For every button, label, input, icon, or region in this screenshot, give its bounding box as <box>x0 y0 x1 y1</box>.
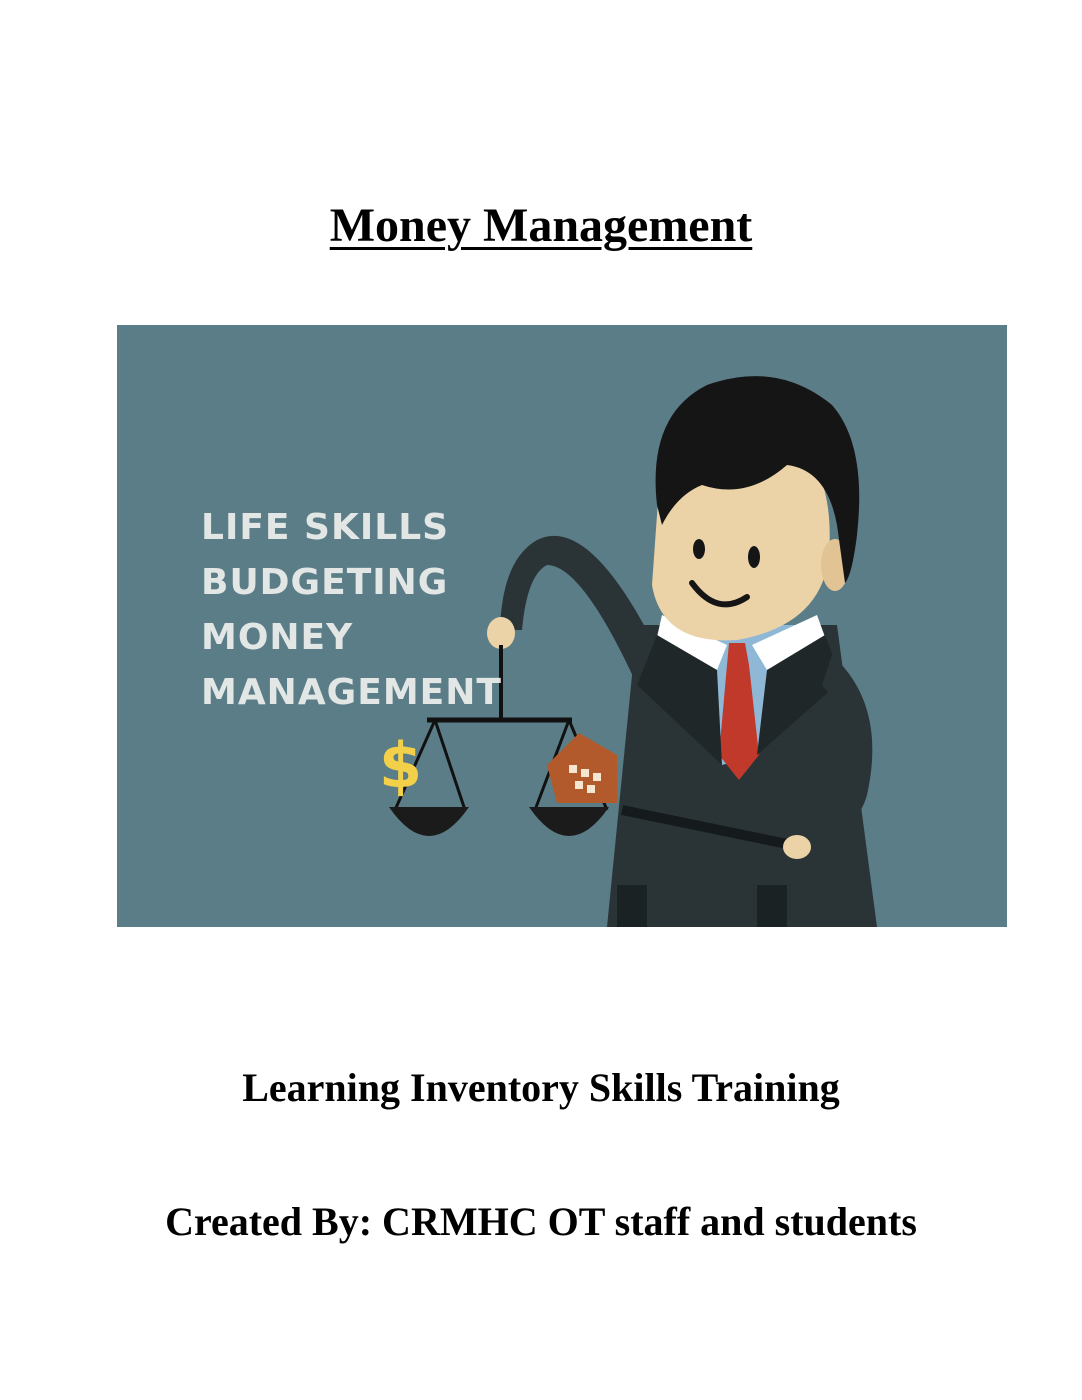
document-subtitle: Learning Inventory Skills Training <box>242 1065 840 1110</box>
headline-line: LIFE SKILLS <box>201 507 450 548</box>
cover-illustration <box>117 325 1007 927</box>
headline-line: MONEY <box>201 617 354 658</box>
headline-line: BUDGETING <box>201 562 449 603</box>
dollar-sign-icon: $ <box>379 729 423 802</box>
page-title: Money Management <box>329 199 753 252</box>
house-icon <box>547 733 617 803</box>
cover-headline <box>201 500 502 720</box>
headline-line: MANAGEMENT <box>201 672 502 713</box>
document-credit: Created By: CRMHC OT staff and students <box>165 1199 917 1244</box>
